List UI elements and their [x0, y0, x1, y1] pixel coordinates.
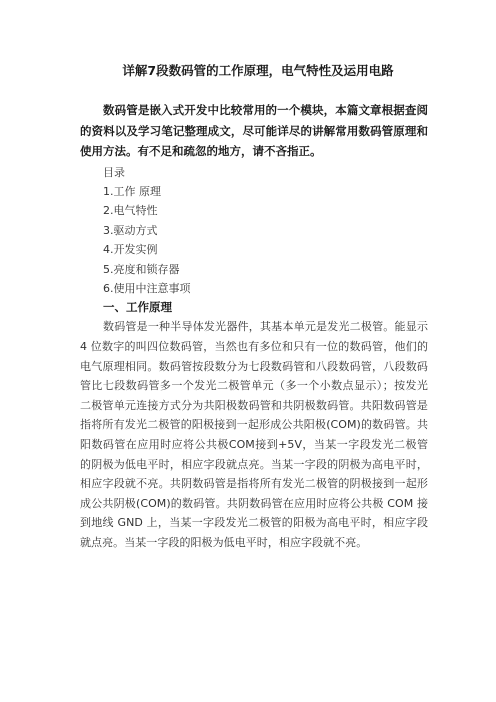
- section-heading: 一、工作原理: [103, 300, 172, 315]
- toc-item: 6.使用中注意事项: [103, 281, 191, 295]
- toc-item: 4.开发实例: [103, 243, 158, 257]
- intro-paragraph: 数码管是嵌入式开发中比较常用的一个模块，本篇文章根据查阅的资料以及学习笔记整理成文，尽可能详尽的讲解常用数码管原理和使用方法。有不足和疏忽的地方，请不吝指正。: [80, 103, 428, 158]
- toc-item: 3.驱动方式: [103, 223, 158, 237]
- table-of-contents: [80, 163, 428, 299]
- toc-item: 5.亮度和锁存器: [103, 262, 180, 276]
- section-body: 数码管是一种半导体发光器件，其基本单元是发光二极管。能显示 4 位数字的叫四位数码管，当然也有多位和只有一位的数码管，他们的电气原理相同。数码管按段数分为七段数码管和八段数码管，八段数码管比七段数码管多一个发光二极管单元（多一个小数点显示）；按发光二极管单元连接方式分为共阳极数码管和共阴极数码管。共阳数码管是指将所有发光二极管的阳极接到一起形成公共阳极(COM)的数码管。共阳数码管在应用时应将公共极COM接到+5V，当某一字段发光二极管的阴极为低电平时，相应字段就点亮。当某一字段的阴极为高电平时，相应字段就不亮。共阴数码管是指将所有发光二极管的阴极接到一起形成公共阴极(COM)的数码管。共阴数码管在应用时应将公共极 COM 接到地线 GND 上，当某一字段发光二极管的阳极为高电平时，相应字段就点亮。当某一字段的阳极为低电平时，相应字段就不亮。: [80, 320, 428, 549]
- section-working-principle: [80, 298, 428, 552]
- toc-title: 目录: [103, 165, 125, 179]
- toc-item: 2.电气特性: [103, 204, 158, 218]
- document-title: 详解7段数码管的工作原理，电气特性及运用电路: [122, 63, 394, 78]
- toc-item: 1.工作 原理: [103, 184, 161, 198]
